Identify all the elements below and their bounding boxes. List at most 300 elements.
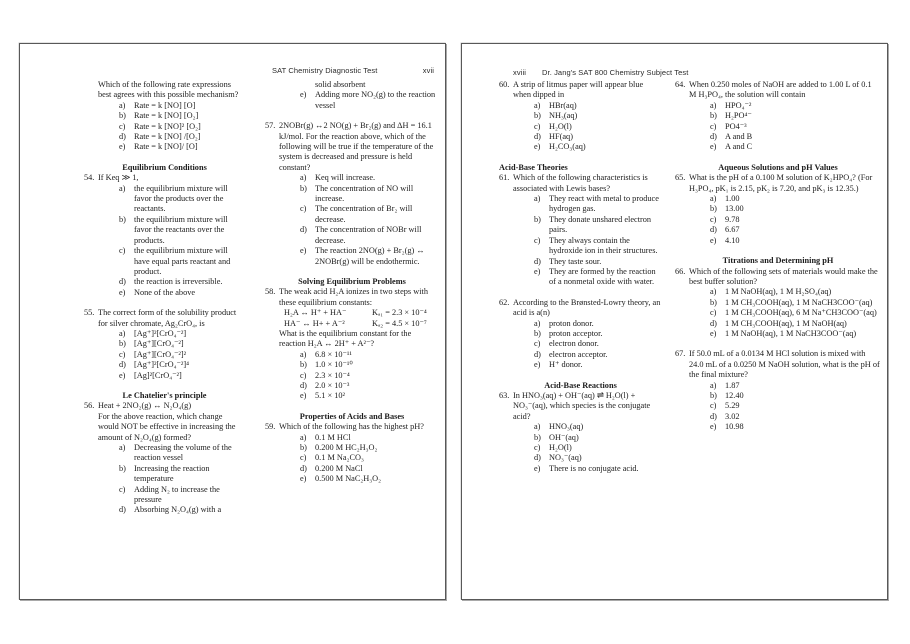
section-heading: Acid-Base Theories: [499, 162, 568, 172]
option-row: [300, 90, 439, 111]
option-row: [300, 443, 439, 453]
option-label: c): [534, 121, 541, 131]
option-text: the equilibrium mixture will favor the reactants over the products.: [134, 214, 228, 245]
option-text: 1 M CH₃COOH(aq), 1 M NaOH(aq): [725, 318, 847, 328]
option-label: a): [534, 422, 541, 432]
option-text: Rate = k [NO]/ [O]: [134, 142, 198, 152]
option-label: c): [534, 235, 541, 245]
option-row: [534, 422, 662, 432]
option-row: [710, 122, 881, 132]
question-number: 58.: [265, 287, 276, 297]
option-text: solid absorbent: [315, 80, 366, 89]
option-row: [300, 80, 439, 90]
option-label: c): [119, 349, 126, 359]
question-number: 61.: [499, 173, 510, 183]
option-row: [534, 464, 662, 474]
option-row: [119, 142, 245, 152]
question-stem: A strip of litmus paper will appear blue when dipped in: [513, 80, 644, 100]
option-text: 13.00: [725, 204, 744, 214]
option-text: HF(aq): [549, 132, 573, 142]
question-number: 60.: [499, 80, 510, 89]
option-text: 1.87: [725, 380, 740, 390]
option-label: d): [534, 349, 541, 359]
option-text: the reaction is irreversible.: [134, 277, 223, 287]
question-stem: The weak acid H₂A ionizes in two steps with these equilibrium constants:: [279, 287, 428, 307]
question-stem: Which of the following sets of materials would make the best buffer solution?: [689, 266, 878, 286]
option-text: 10.98: [725, 422, 744, 432]
option-row: [300, 391, 439, 401]
option-row: [710, 111, 881, 121]
option-row: [710, 287, 881, 297]
option-text: Adding N₂ to increase the pressure: [134, 484, 220, 505]
option-text: electron donor.: [549, 339, 599, 349]
question-number: 67.: [675, 349, 686, 359]
question-stem: According to the Brønsted-Lowry theory, an acid is a(n): [513, 297, 661, 318]
option-label: a): [710, 380, 717, 390]
equilibrium-constant-row: [284, 319, 439, 329]
option-label: c): [710, 401, 717, 411]
option-label: a): [534, 194, 541, 204]
option-text: 6.67: [725, 225, 740, 235]
option-row: [534, 215, 662, 236]
option-row: [710, 101, 881, 111]
section-heading: Equilibrium Conditions: [122, 162, 207, 172]
option-label: b): [534, 111, 541, 121]
option-text: 0.1 M Na₂CO₃: [315, 453, 364, 463]
option-text: A and C: [725, 142, 753, 152]
question-stem: When 0.250 moles of NaOH are added to 1.00 L of 0.1 M H₃PO₄, the solution will contain: [689, 80, 872, 100]
option-text: NH₃(aq): [549, 111, 578, 121]
option-text: The concentration of NO will increase.: [315, 183, 414, 204]
option-row: [710, 329, 881, 339]
option-label: b): [710, 111, 717, 121]
option-row: [119, 329, 245, 339]
option-row: [119, 505, 245, 515]
question-number: 65.: [675, 173, 686, 183]
option-row: [534, 132, 662, 142]
question-number: 57.: [265, 121, 276, 131]
question-number: 63.: [499, 390, 510, 400]
option-label: a): [300, 432, 307, 442]
page-number: xvii: [422, 66, 434, 75]
option-row: [710, 204, 881, 214]
question-number: 56.: [84, 401, 95, 411]
option-label: d): [300, 225, 307, 235]
question-block: [675, 267, 881, 340]
option-text: H⁺ donor.: [549, 360, 583, 370]
option-row: [300, 381, 439, 391]
option-text: 2.0 × 10⁻³: [315, 380, 350, 390]
option-text: proton acceptor.: [549, 328, 603, 338]
section-heading: Solving Equilibrium Problems: [298, 276, 406, 286]
option-text: [Ag⁺][CrO₄⁻²]²: [134, 349, 187, 359]
option-text: Rate = k [NO]² [O₂]: [134, 121, 201, 131]
option-row: [300, 464, 439, 474]
left-page: [19, 43, 446, 600]
question-block: [675, 349, 881, 432]
option-row: [300, 433, 439, 443]
option-label: c): [710, 308, 717, 318]
option-label: e): [119, 142, 126, 152]
option-text: 6.8 × 10⁻¹¹: [315, 349, 352, 359]
option-row: [710, 298, 881, 308]
option-row: [300, 474, 439, 484]
option-row: [119, 101, 245, 111]
question-block: [84, 80, 245, 153]
option-row: [119, 464, 245, 485]
option-row: [710, 422, 881, 432]
question-block: [499, 80, 662, 153]
option-label: b): [710, 297, 717, 307]
question-block: [675, 173, 881, 246]
option-row: [300, 246, 439, 267]
option-label: [300, 80, 315, 90]
option-row: [710, 381, 881, 391]
question-number: 59.: [265, 422, 276, 432]
questions-column-right: [675, 80, 881, 484]
option-row: [534, 329, 662, 339]
option-row: [710, 391, 881, 401]
right-page: [461, 43, 888, 600]
option-label: e): [300, 391, 307, 401]
option-row: [119, 246, 245, 277]
option-label: d): [534, 256, 541, 266]
option-row: [300, 184, 439, 205]
option-text: [Ag⁺]²[CrO₄⁻²]⁴: [134, 360, 189, 370]
option-text: 0.500 M NaC₂H₃O₂: [315, 474, 382, 484]
option-label: b): [119, 214, 126, 224]
option-text: 0.200 M HC₂H₃O₂: [315, 443, 378, 452]
question-stem: What is the pH of a 0.100 M solution of K₂HPO₄? (For H₃PO₄, pK₁ is 2.15, pK₂ is 7.20, and pK₃ is 12.35.): [689, 173, 873, 193]
option-label: a): [710, 287, 717, 297]
option-label: b): [534, 214, 541, 224]
option-text: Absorbing N₂O₄(g) with a: [134, 505, 222, 515]
option-label: d): [710, 411, 717, 421]
option-row: [300, 225, 439, 246]
option-label: d): [710, 132, 717, 142]
option-label: e): [534, 266, 541, 276]
option-label: c): [300, 370, 307, 380]
questions-column-left: [84, 80, 245, 526]
option-text: They always contain the hydroxide ion in their structures.: [549, 235, 658, 256]
option-label: b): [710, 204, 717, 214]
option-label: a): [300, 173, 307, 183]
option-text: 3.02: [725, 411, 740, 421]
option-label: b): [534, 328, 541, 338]
option-row: [710, 401, 881, 411]
option-text: 0.1 M HCl: [315, 432, 351, 442]
question-number: 66.: [675, 266, 686, 276]
header-title: Dr. Jang's SAT 800 Chemistry Subject Test: [542, 68, 689, 77]
option-row: [119, 360, 245, 370]
option-text: They react with metal to produce hydrogen gas.: [549, 194, 659, 214]
option-label: e): [119, 287, 126, 297]
question-block: [499, 298, 662, 371]
question-stem: Which of the following characteristics is associated with Lewis bases?: [513, 173, 648, 193]
page-columns: [20, 80, 445, 526]
option-row: [534, 111, 662, 121]
questions-column-right: [265, 80, 439, 526]
option-label: e): [534, 360, 541, 370]
option-label: a): [119, 328, 126, 338]
option-label: e): [119, 370, 126, 380]
page-number: xviii: [513, 68, 526, 77]
question-block: [675, 80, 881, 153]
question-block: [265, 422, 439, 484]
option-row: [534, 236, 662, 257]
option-label: b): [710, 390, 717, 400]
option-text: 1 M CH₃COOH(aq), 6 M Na⁺CH3COO⁻(aq): [725, 308, 877, 318]
option-row: [710, 236, 881, 246]
question-stem: 2NOBr(g) ↔2 NO(g) + Br₂(g) and ΔH = 16.1 kJ/mol. For the reaction above, which of the following will be true if the temperature of the system is decreased and pressure is held constant?: [279, 121, 434, 172]
question-stem: Which of the following has the highest pH?: [279, 422, 424, 432]
option-label: d): [119, 360, 126, 370]
option-label: d): [300, 463, 307, 473]
option-text: HNO₃(aq): [549, 422, 584, 432]
page-header: [513, 68, 688, 77]
option-label: b): [119, 463, 126, 473]
option-row: [710, 319, 881, 329]
option-row: [119, 485, 245, 506]
option-label: b): [119, 339, 126, 349]
option-row: [300, 371, 439, 381]
option-label: e): [300, 474, 307, 484]
question-stem: Heat + 2NO₂(g) ↔ N₂O₄(g): [98, 401, 192, 411]
option-text: The concentration of Br₂ will decrease.: [315, 204, 413, 224]
option-label: c): [710, 214, 717, 224]
option-label: b): [300, 183, 307, 193]
option-row: [119, 371, 245, 381]
option-label: d): [119, 505, 126, 515]
option-label: e): [710, 235, 717, 245]
questions-column-left: [499, 80, 662, 484]
question-stem: Which of the following rate expressions best agrees with this possible mechanism?: [98, 80, 239, 100]
option-text: HBr(aq): [549, 100, 577, 110]
question-block: [265, 287, 439, 401]
option-row: [300, 350, 439, 360]
option-text: 1 M CH₃COOH(aq), 1 M NaCH3COO⁻(aq): [725, 297, 873, 307]
option-text: Adding more NO₂(g) to the reaction vessel: [315, 90, 436, 110]
option-text: 1 M NaOH(aq), 1 M NaCH3COO⁻(aq): [725, 328, 857, 338]
option-label: e): [300, 90, 307, 100]
option-row: [534, 257, 662, 267]
option-row: [710, 142, 881, 152]
option-row: [119, 215, 245, 246]
option-text: The reaction 2NO(g) + Br₂(g) ↔ 2NOBr(g) will be endothermic.: [315, 246, 425, 266]
option-text: [Ag]²[CrO₄⁻²]: [134, 370, 182, 380]
option-text: Increasing the reaction temperature: [134, 463, 210, 484]
option-row: [119, 339, 245, 349]
option-text: 1 M NaOH(aq), 1 M H₂SO₄(aq): [725, 287, 832, 297]
option-row: [710, 225, 881, 235]
option-label: b): [534, 432, 541, 442]
option-row: [119, 132, 245, 142]
option-text: They donate unshared electron pairs.: [549, 214, 652, 235]
option-label: d): [710, 318, 717, 328]
header-title: SAT Chemistry Diagnostic Test: [272, 66, 378, 75]
section-heading: Acid-Base Reactions: [544, 380, 617, 390]
option-row: [119, 350, 245, 360]
option-text: [Ag⁺]²[CrO₄⁻²]: [134, 328, 187, 338]
option-text: They taste sour.: [549, 256, 602, 266]
constant-equation: HA⁻ ↔ H+ + A⁻²: [284, 318, 345, 328]
question-number: 55.: [84, 308, 95, 318]
option-row: [300, 360, 439, 370]
option-text: Rate = k [NO] [O]: [134, 100, 196, 110]
option-text: 1.00: [725, 194, 740, 204]
option-label: c): [119, 246, 126, 256]
question-block: [499, 391, 662, 474]
option-text: H₂O(l): [549, 443, 572, 452]
option-label: a): [119, 443, 126, 452]
option-text: 4.10: [725, 235, 740, 245]
option-row: [300, 453, 439, 463]
option-text: The concentration of NOBr will decrease.: [315, 225, 422, 245]
option-row: [300, 173, 439, 183]
option-label: c): [710, 121, 717, 131]
option-text: 0.200 M NaCl: [315, 463, 363, 473]
option-label: c): [300, 453, 307, 463]
option-row: [119, 184, 245, 215]
option-text: H₂CO₃(aq): [549, 142, 586, 152]
constant-value: Kₐ₂ = 4.5 × 10⁻⁷: [372, 318, 427, 328]
option-row: [710, 194, 881, 204]
option-text: HPO₄⁻²: [725, 100, 752, 110]
option-row: [534, 360, 662, 370]
option-text: Keq will increase.: [315, 173, 376, 183]
page-columns: [462, 80, 887, 484]
option-text: the equilibrium mixture will have equal parts reactant and product.: [134, 246, 231, 276]
option-label: e): [300, 246, 307, 256]
option-label: d): [534, 453, 541, 463]
option-label: d): [710, 225, 717, 235]
question-number: 54.: [84, 173, 95, 183]
question-block: [84, 308, 245, 381]
option-row: [534, 433, 662, 443]
question-block: [265, 121, 439, 267]
option-row: [119, 288, 245, 298]
question-stem: If Keq ≫ 1,: [98, 173, 139, 183]
option-row: [534, 339, 662, 349]
option-label: c): [119, 121, 126, 131]
option-label: b): [300, 443, 307, 452]
option-row: [534, 453, 662, 463]
option-text: A and B: [725, 132, 753, 142]
option-label: b): [119, 111, 126, 121]
option-label: d): [534, 132, 541, 142]
option-row: [534, 319, 662, 329]
question-stem: In HNO₃(aq) + OH⁻(aq) ⇌ H₂O(l) + NO₃⁻(aq), which species is the conjugate acid?: [513, 390, 651, 421]
option-text: Rate = k [NO] [O₂]: [134, 111, 199, 121]
option-text: 5.1 × 10²: [315, 391, 345, 401]
option-row: [710, 132, 881, 142]
option-text: 2.3 × 10⁻⁴: [315, 370, 350, 380]
option-label: a): [534, 318, 541, 328]
option-row: [119, 111, 245, 121]
option-row: [534, 122, 662, 132]
option-label: c): [300, 204, 307, 214]
option-label: c): [119, 484, 126, 494]
option-row: [710, 412, 881, 422]
option-text: They are formed by the reaction of a nonmetal oxide with water.: [549, 266, 656, 287]
question-block: [265, 80, 439, 111]
option-text: [Ag⁺][CrO₄⁻²]: [134, 339, 184, 349]
option-row: [534, 101, 662, 111]
option-label: a): [300, 349, 307, 359]
option-label: c): [534, 443, 541, 452]
equilibrium-constant-row: [284, 308, 439, 318]
option-row: [119, 122, 245, 132]
option-row: [534, 350, 662, 360]
option-label: a): [710, 100, 717, 110]
option-text: 12.40: [725, 390, 744, 400]
option-text: 1.0 × 10⁻¹⁰: [315, 360, 353, 370]
option-label: e): [710, 422, 717, 432]
option-text: proton donor.: [549, 318, 594, 328]
option-text: H₂O(l): [549, 121, 572, 131]
question-stem: The correct form of the solubility product for silver chromate, Ag₂CrO₄, is: [98, 308, 237, 328]
option-text: There is no conjugate acid.: [549, 463, 639, 473]
question-block: [499, 173, 662, 287]
option-row: [119, 443, 245, 464]
option-label: a): [119, 100, 126, 110]
question-stem-2: What is the equilibrium constant for the reaction H₂A ↔ 2H⁺ + A²⁻?: [279, 328, 412, 349]
option-text: OH⁻(aq): [549, 432, 579, 442]
option-text: None of the above: [134, 287, 196, 297]
question-block: [84, 401, 245, 515]
page-header: [272, 66, 434, 75]
option-label: a): [710, 194, 717, 204]
option-label: e): [534, 463, 541, 473]
option-text: Decreasing the volume of the reaction vessel: [134, 443, 232, 463]
option-row: [300, 204, 439, 225]
option-label: b): [300, 360, 307, 370]
question-block: [84, 173, 245, 298]
question-number: 62.: [499, 297, 510, 307]
constant-value: Kₐ₁ = 2.3 × 10⁻⁴: [372, 308, 427, 318]
option-label: c): [534, 339, 541, 349]
option-label: a): [534, 100, 541, 110]
question-stem: If 50.0 mL of a 0.0134 M HCl solution is mixed with 24.0 mL of a 0.0250 M NaOH solution, what is the pH of the final mixture?: [689, 349, 880, 380]
question-stem-2: For the above reaction, which change would NOT be effective in increasing the amount of N₂O₄(g) formed?: [98, 411, 236, 442]
option-text: 5.29: [725, 401, 740, 411]
section-heading: Le Chatelier's principle: [122, 390, 207, 400]
option-text: the equilibrium mixture will favor the products over the reactants.: [134, 183, 228, 214]
option-row: [534, 142, 662, 152]
option-label: d): [119, 132, 126, 142]
option-text: PO4⁻³: [725, 121, 747, 131]
section-heading: Properties of Acids and Bases: [299, 411, 405, 421]
option-label: e): [534, 142, 541, 152]
question-number: 64.: [675, 80, 686, 89]
option-text: Rate = k [NO] /[O₂]: [134, 132, 201, 142]
option-row: [710, 215, 881, 225]
option-label: e): [710, 328, 717, 338]
option-text: 9.78: [725, 214, 740, 224]
option-label: a): [119, 183, 126, 193]
option-text: NO₃⁻(aq): [549, 453, 582, 463]
option-row: [534, 267, 662, 288]
option-text: H₂PO⁴⁻: [725, 111, 752, 121]
section-heading: Titrations and Determining pH: [722, 256, 834, 266]
option-row: [710, 308, 881, 318]
option-label: e): [710, 142, 717, 152]
option-text: electron acceptor.: [549, 349, 608, 359]
option-row: [119, 277, 245, 287]
option-row: [534, 443, 662, 453]
option-label: d): [300, 380, 307, 390]
option-row: [534, 194, 662, 215]
